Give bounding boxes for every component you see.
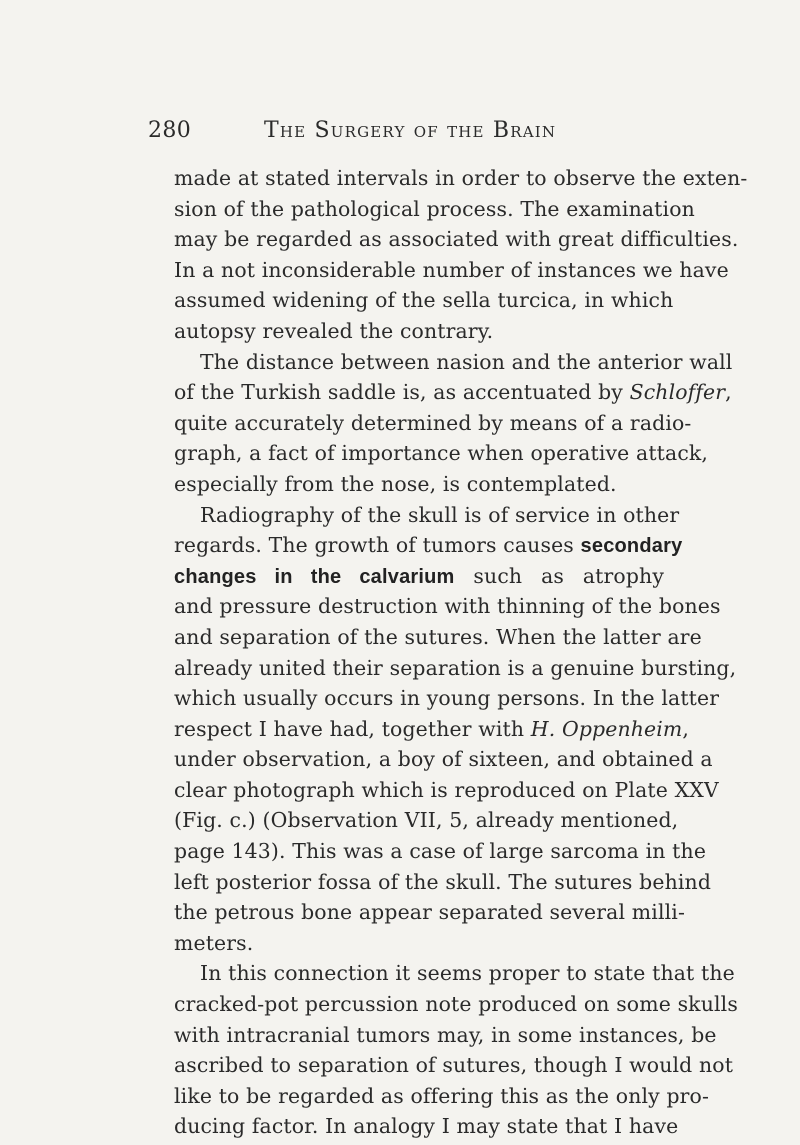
text-line: made at stated intervals in order to observe the exten-: [174, 166, 748, 190]
text-line: may be regarded as associated with great difficulties.: [174, 227, 739, 252]
text-line: [174, 530, 683, 561]
text-segment: of the Turkish saddle is, as accentuated by: [174, 380, 630, 405]
text-segment: respect I have had, together with: [174, 716, 531, 741]
text-line: under observation, a boy of sixteen, and obtained a: [174, 747, 713, 772]
text-segment: ,: [682, 716, 690, 741]
text-segment: regards. The growth of tumors causes: [174, 533, 581, 558]
running-head: [148, 118, 688, 148]
text-line: (Fig. c.) (Observation VII, 5, already mentioned,: [174, 808, 679, 833]
text-line: which usually occurs in young persons. In the latter: [174, 686, 720, 711]
text-line: graph, a fact of importance when operative attack,: [174, 441, 709, 466]
text-line: [174, 561, 664, 592]
text-line: In this connection it seems proper to state that the: [200, 961, 735, 986]
running-title: The Surgery of the Brain: [264, 118, 557, 143]
page-number: 280: [148, 118, 192, 143]
text-line: ducing factor. In analogy I may state that I have: [174, 1114, 679, 1139]
text-line: [174, 714, 690, 745]
text-line: clear photograph which is reproduced on Plate XXV: [174, 777, 719, 802]
author-name-oppenheim: H. Oppenheim: [530, 716, 683, 741]
text-line: sion of the pathological process. The examination: [174, 196, 695, 221]
text-line: and pressure destruction with thinning of the bones: [174, 594, 721, 619]
stamped-text-calvarium: changes in the calvarium: [174, 565, 455, 588]
text-line: [174, 377, 732, 408]
text-line: In a not inconsiderable number of instances we have: [174, 257, 729, 282]
text-line: Radiography of the skull is of service in other: [200, 502, 680, 527]
text-line: already united their separation is a genuine bursting,: [174, 655, 737, 680]
text-line: the petrous bone appear separated several milli-: [174, 900, 685, 925]
text-segment: ,: [725, 380, 732, 405]
text-line: ascribed to separation of sutures, though I would not: [174, 1053, 734, 1078]
stamped-text-secondary: secondary: [580, 535, 683, 558]
text-line: page 143). This was a case of large sarcoma in the: [174, 839, 707, 864]
text-line: cracked-pot percussion note produced on some skulls: [174, 992, 738, 1017]
text-line: assumed widening of the sella turcica, in which: [174, 288, 674, 313]
author-name-schloffer: Schloffer: [629, 380, 726, 405]
text-line: autopsy revealed the contrary.: [174, 318, 494, 343]
text-line: quite accurately determined by means of a radio-: [174, 410, 692, 435]
text-line: The distance between nasion and the anterior wall: [200, 349, 733, 374]
text-line: and separation of the sutures. When the latter are: [174, 624, 702, 649]
text-segment: such as atrophy: [454, 563, 664, 588]
text-line: with intracranial tumors may, in some instances, be: [174, 1022, 717, 1047]
text-line: left posterior fossa of the skull. The sutures behind: [174, 869, 712, 894]
body-text: [174, 163, 748, 1142]
text-line: meters.: [174, 930, 254, 955]
text-line: like to be regarded as offering this as the only pro-: [174, 1083, 710, 1108]
text-line: especially from the nose, is contemplated.: [174, 471, 617, 496]
